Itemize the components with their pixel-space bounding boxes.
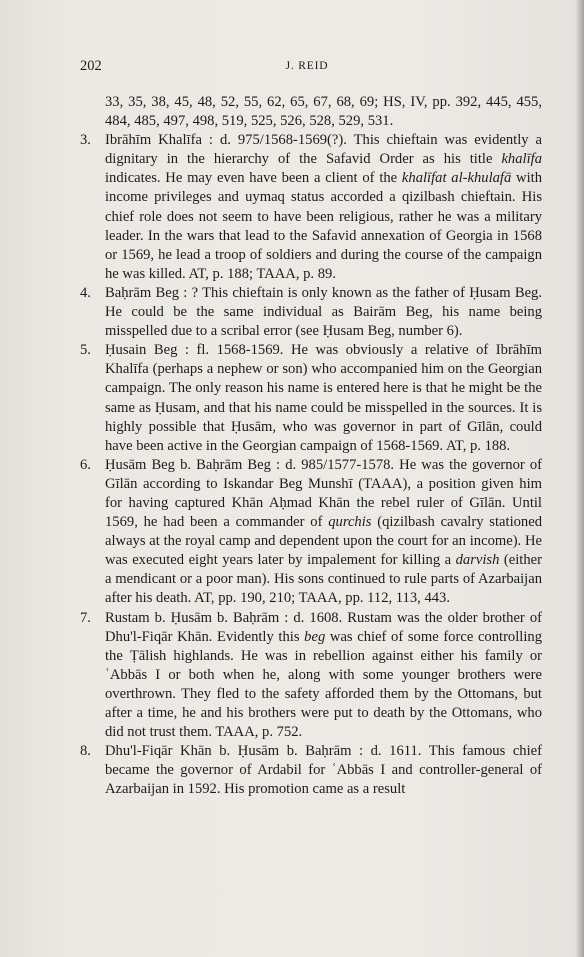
entry-8 — [80, 742, 542, 799]
entry-text: Ibrāhīm Khalīfa : d. 975/1568-1569(?). This chieftain was evidently a dignitary in the hierarchy of the Safavid Order as his title — [105, 132, 542, 168]
italic-term: beg — [304, 628, 326, 645]
entry-4 — [80, 284, 542, 341]
entry-text: Ḥusain Beg : fl. 1568-1569. He was obviously a relative of Ibrāhīm Khalīfa (perhaps a nephew or son) who accompanied him on the Georgian campaign. The only reason his name is entered here is that he might be the same as Ḥusam, and that his name could be misspelled in the sources. It is highly possible that Ḥusām, who was governor in part of Gīlān, could have been active in the Georgian campaign of 1568-1569. AT, p. 188. — [105, 342, 542, 454]
page-number: 202 — [80, 58, 102, 74]
entry-3 — [80, 131, 542, 284]
entry-number: 5. — [80, 342, 91, 359]
entry-text: Ḥusām Beg b. Baḥrām Beg : d. 985/1577-1578. He was the governor of Gīlān according to Iskandar Beg Munshī (TAAA), a position given him for having captured Khān Aḥmad Khān the rebel ruler of Gīlān. Until 1569, he had been a commander of — [105, 456, 542, 531]
entry-number: 7. — [80, 609, 91, 626]
italic-term: khalīfa — [501, 151, 542, 168]
entry-text: Rustam b. Ḥusām b. Baḥrām : d. 1608. Rustam was the older brother of Dhu'l-Fiqār Khān. Evidently this — [105, 609, 542, 645]
italic-term: qurchis — [328, 514, 372, 531]
page-edge-shadow — [575, 0, 584, 957]
italic-term: khalīfat al-khulafā — [401, 170, 512, 187]
entry-text: (either a mendicant or a poor man). His sons continued to rule parts of Azarbaijan after his death. AT, pp. 190, 210; TAAA, pp. 112, 113, 443. — [105, 552, 542, 607]
entry-number: 8. — [80, 743, 91, 760]
entry-7 — [80, 609, 542, 743]
entry-number: 4. — [80, 284, 91, 301]
continued-reference-list: 33, 35, 38, 45, 48, 52, 55, 62, 65, 67, 68, 69; HS, IV, pp. 392, 445, 455, 484, 485, 497, 498, 519, 525, 526, 528, 529, 531. — [105, 94, 542, 130]
entry-text: Dhu'l-Fiqār Khān b. Ḥusām b. Baḥrām : d. 1611. This famous chief became the governor of Ardabil for ʿAbbās I and controller-general of Azarbaijan in 1592. His promotion came as a result — [105, 743, 542, 798]
italic-term: darvish — [455, 552, 500, 569]
entry-text: with income privileges and uymaq status accorded a qizilbash chieftain. His chief role does not seem to have been religious, rather he was a military leader. In the wars that lead to the Safavid annexation of Georgia in 1568 or 1569, he lead a troop of soldiers and during the course of the campaign he was killed. AT, p. 188; TAAA, p. 89. — [105, 170, 542, 282]
page-header — [0, 58, 584, 78]
entry-6 — [80, 456, 542, 609]
entry-text: indicates. He may even have been a client of the — [105, 170, 402, 187]
entry-5 — [80, 341, 542, 456]
body-text — [80, 93, 542, 799]
running-head: J. REID — [285, 60, 329, 72]
entry-text: Baḥrām Beg : ? This chieftain is only known as the father of Ḥusam Beg. He could be the same individual as Bairām Beg, his name being misspelled due to a scribal error (see Ḥusam Beg, number 6). — [105, 284, 542, 340]
entry-text: (qizilbash cavalry stationed always at the royal camp and dependent upon the court for an income). He was executed eight years later by impalement for killing a — [105, 514, 542, 569]
entry-number: 3. — [80, 132, 91, 149]
entry-text: was chief of some force controlling the Ṭālish highlands. He was in rebellion against either his family or ʿAbbās I or both when he, along with some younger brothers were overthrown. They fled to the safety afforded them by the Ottomans, but after a time, he and his brothers were put to death by the Ottomans, who did not trust them. TAAA, p. 752. — [105, 628, 542, 741]
entry-number: 6. — [80, 456, 91, 473]
